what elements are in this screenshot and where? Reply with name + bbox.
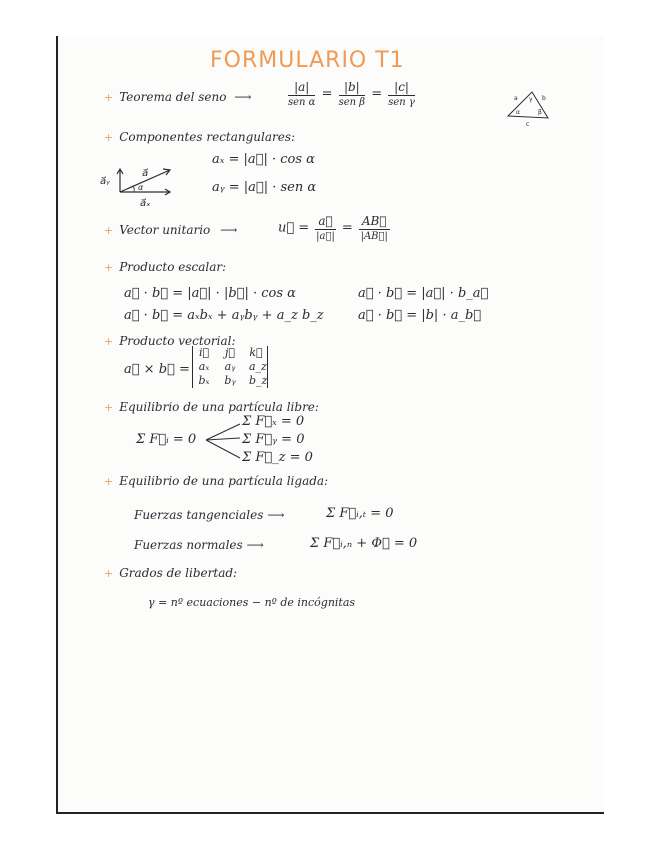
triangle-label-c: c [526,121,530,128]
normal-forces-label: Fuerzas normales ⟶ [134,538,264,552]
degrees-of-freedom-formula: γ = nº ecuaciones − nº de incógnitas [148,596,356,609]
triangle-label-b: b [542,95,546,102]
component-ay-formula: aᵧ = |a⃗| · sen α [212,180,317,195]
triangle-label-alpha: α [516,109,520,116]
arrow-icon: ⟶ [246,538,264,552]
sum-fx-eq: Σ F⃗ₓ = 0 [242,414,305,429]
sum-fy-eq: Σ F⃗ᵧ = 0 [242,432,305,447]
diagram-vec-ax: a⃗ₓ [140,198,151,209]
dot-product-formula-1: a⃗ · b⃗ = |a⃗| · |b⃗| · cos α [124,286,296,301]
bullet-icon: + [104,401,114,414]
unit-vector-label: + Vector unitario ⟶ [104,223,238,237]
bullet-icon: + [104,91,114,104]
component-ax-formula: aₓ = |a⃗| · cos α [212,152,315,167]
bullet-icon: + [104,224,114,237]
arrow-icon: ⟶ [220,223,238,237]
vector-components-diagram [100,156,190,216]
cross-product-lhs: a⃗ × b⃗ = [124,362,190,377]
arrow-icon: ⟶ [267,508,285,522]
triangle-label-gamma: γ [529,96,533,103]
bullet-icon: + [104,475,114,488]
diagram-vec-ay: a⃗ᵧ [100,176,110,187]
sum-fz-eq: Σ F⃗_z = 0 [242,450,313,465]
dot-product-formula-2: a⃗ · b⃗ = aₓbₓ + aᵧbᵧ + a_z b_z [124,308,324,323]
notebook-page [56,36,604,814]
tangential-forces-label: Fuerzas tangenciales ⟶ [134,508,285,522]
bullet-icon: + [104,261,114,274]
bullet-icon: + [104,567,114,580]
diagram-vec-a: a⃗ [142,168,149,179]
degrees-of-freedom-label: + Grados de libertad: [104,566,238,580]
diagram-alpha: α [138,183,144,192]
branch-arrows [204,420,244,464]
dot-product-label: + Producto escalar: [104,260,227,274]
triangle-label-beta: β [538,109,542,116]
unit-vector-formula: u⃗ = $\frac{a⃗}{|a⃗|}$ = $\frac{AB⃗}{|AB⃗|}$ [278,214,388,242]
tangential-forces-eq: Σ F⃗ᵢ,ₜ = 0 [326,506,394,521]
free-particle-sum: Σ F⃗ᵢ = 0 [136,432,197,447]
free-particle-label: + Equilibrio de una partícula libre: [104,400,319,414]
bound-particle-label: + Equilibrio de una partícula ligada: [104,474,329,488]
normal-forces-eq: Σ F⃗ᵢ,ₙ + Φ⃗ = 0 [310,536,418,551]
law-of-sines-label: + Teorema del seno ⟶ [104,90,252,104]
rect-components-label: + Componentes rectangulares: [104,130,296,144]
page-title: FORMULARIO T1 [210,48,405,73]
bullet-icon: + [104,335,114,348]
bullet-icon: + [104,131,114,144]
cross-product-determinant: i⃗ j⃗ k⃗ aₓ aᵧ a_z bₓ bᵧ b_z [192,346,268,388]
law-of-sines-formula: $\frac{|a|}{\text{sen α}}$ = $\frac{|b|}{\text{sen β}}$ = $\frac{|c|}{\text{sen γ}}$ [288,80,415,108]
dot-product-formula-4: a⃗ · b⃗ = |b| · a_b⃗ [358,308,482,323]
triangle-diagram [504,86,554,126]
dot-product-formula-3: a⃗ · b⃗ = |a⃗| · b_a⃗ [358,286,489,301]
arrow-icon: ⟶ [234,90,252,104]
cross-product-label: + Producto vectorial: [104,334,236,348]
triangle-label-a: a [514,95,518,102]
